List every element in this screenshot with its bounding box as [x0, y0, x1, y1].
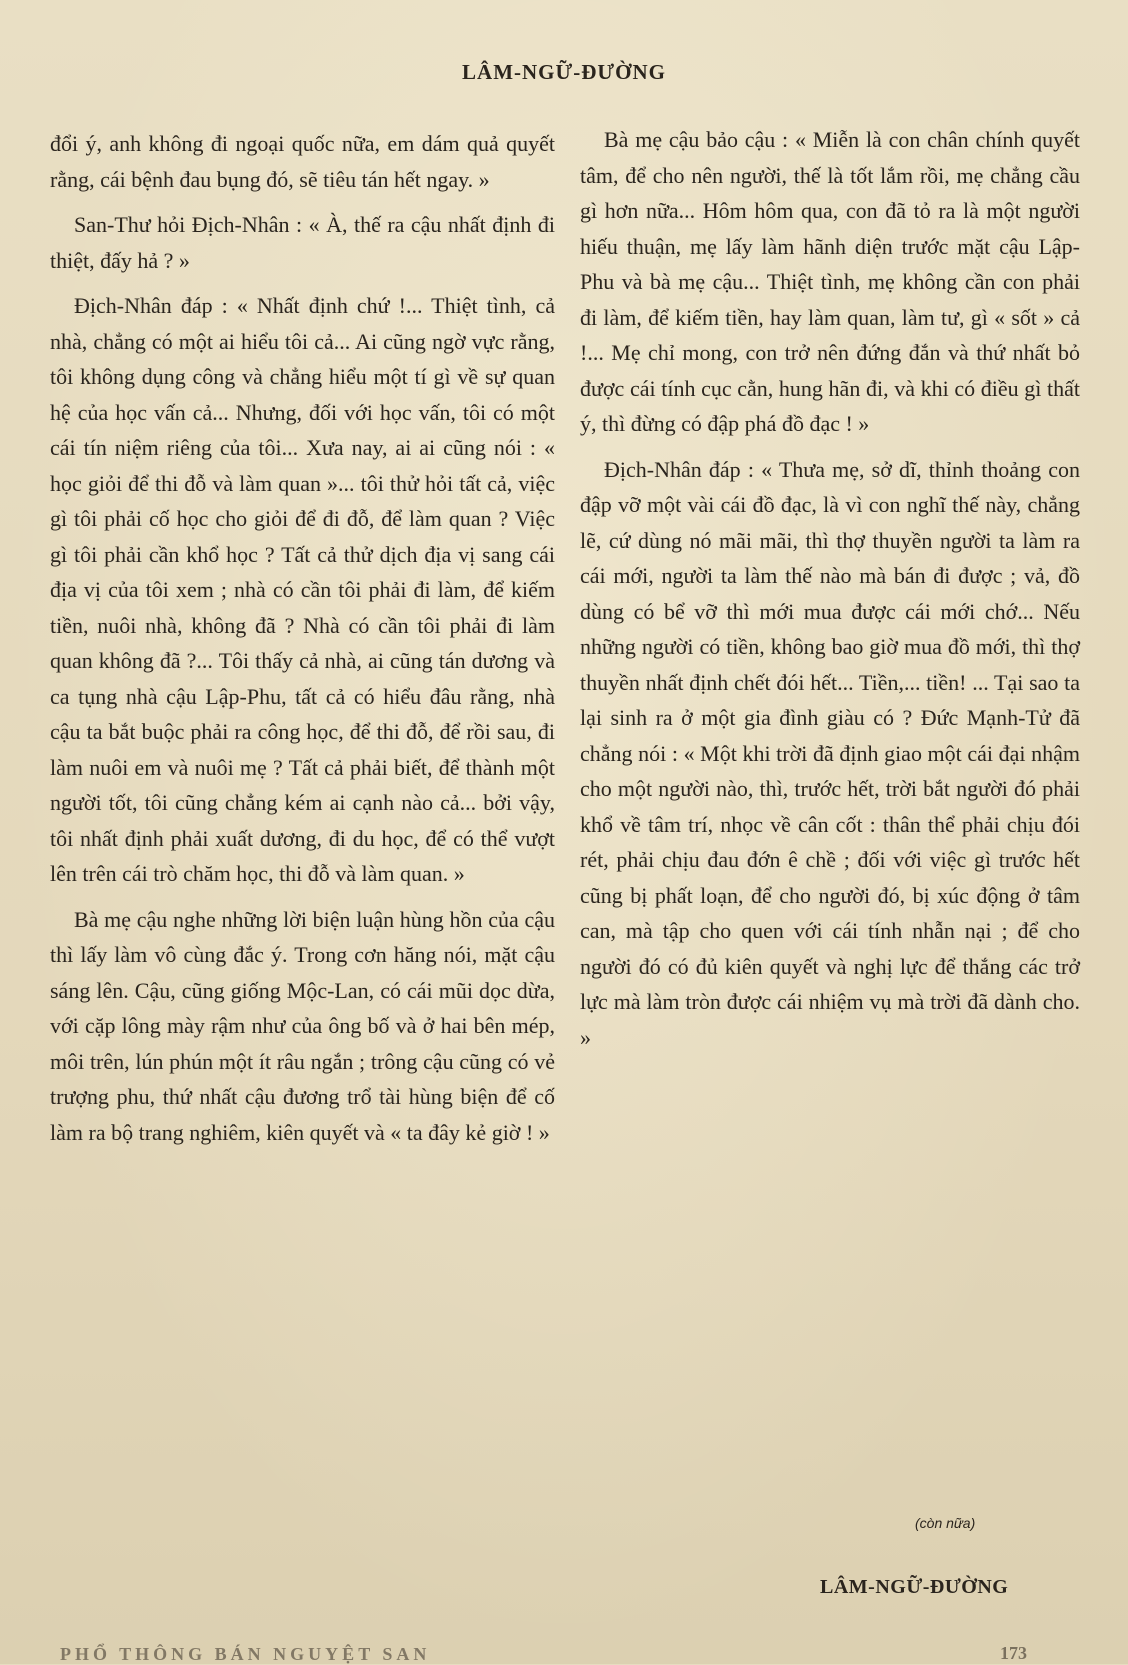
continuation-note: (còn nữa): [915, 1515, 976, 1531]
right-paragraph-1: Bà mẹ cậu bảo cậu : « Miễn là con chân chính quyết tâm, để cho nên người, thế là tốt lắm rồi, mẹ chẳng cầu gì hơn nữa... Hôm hôm qua, con đã tỏ ra là một người hiếu thuận, mẹ lấy làm hãnh diện trước mặt cậu Lập-Phu và bà mẹ cậu... Thiệt tình, mẹ không cần con phải đi làm, để kiếm tiền, hay làm quan, làm tư, gì « sốt » cả !... Mẹ chỉ mong, con trở nên đứng đắn và thứ nhất bỏ được cái tính cục cằn, hung hãn đi, và khi có điều gì thất ý, thì đừng có đập phá đồ đạc ! »: [580, 127, 1080, 436]
running-title: LÂM-NGỮ-ĐƯỜNG: [462, 60, 666, 84]
page-number: 173: [1000, 1643, 1027, 1663]
left-paragraph-3: Địch-Nhân đáp : « Nhất định chứ !... Thiệt tình, cả nhà, chẳng có một ai hiểu tôi cả... Ai cũng ngờ vực rằng, tôi không dụng công và chẳng hiểu một tí gì về sự quan hệ của học vấn cả... Nhưng, đối với học vấn, tôi có một cái tín niệm riêng của tôi... Xưa nay, ai ai cũng nói : « học giỏi để thi đỗ và làm quan »... tôi thử hỏi tất cả, việc gì tôi phải cố học cho giỏi để đi đỗ, để làm quan ? Việc gì tôi phải cần khổ học ? Tất cả thử dịch địa vị sang cái địa vị của tôi xem ; nhà có cần tôi phải đi làm, để kiếm tiền, nuôi nhà, không đã ? Nhà có cần tôi phải đi làm quan không đã ?... Tôi thấy cả nhà, ai cũng tán dương và ca tụng nhà cậu Lập-Phu, tất cả có hiểu đâu rằng, nhà cậu ta bắt buộc phải ra công học, để thi đỗ, để rồi sau, đi làm nuôi em và nuôi mẹ ? Tất cả phải biết, để thành một người tốt, tôi cũng chẳng kém ai cạnh nào cả... bởi vậy, tôi nhất định phải xuất dương, đi du học, để có thể vượt lên trên cái trò chăm học, thi đỗ và làm quan. »: [50, 293, 555, 886]
left-column: [50, 126, 555, 1160]
author-signature: LÂM-NGỮ-ĐƯỜNG: [820, 1576, 1009, 1598]
right-column: [580, 122, 1080, 1065]
magazine-title: PHỔ THÔNG BÁN NGUYỆT SAN: [60, 1644, 431, 1664]
left-paragraph-4: Bà mẹ cậu nghe những lời biện luận hùng hồn của cậu thì lấy làm vô cùng đắc ý. Trong cơn hăng nói, mặt cậu sáng lên. Cậu, cũng giống Mộc-Lan, có cái mũi dọc dừa, với cặp lông mày rậm như của ông bố và ở hai bên mép, môi trên, lún phún một ít râu ngắn ; trông cậu cũng có vẻ trượng phu, thứ nhất cậu đương trổ tài hùng biện để cố làm ra bộ trang nghiêm, kiên quyết và « ta đây kẻ giờ ! »: [50, 906, 555, 1145]
right-paragraph-2: Địch-Nhân đáp : « Thưa mẹ, sở dĩ, thỉnh thoảng con đập vỡ một vài cái đồ đạc, là vì con nghĩ thế này, chẳng lẽ, cứ dùng nó mãi mãi, thì thợ thuyền người ta làm ra cái mới, người ta làm thế nào mà bán đi được ; vả, đồ dùng có bể vỡ thì mới mua được cái mới chớ... Nếu những người có tiền, không bao giờ mua đồ mới, thì thợ thuyền nhất định chết đói hết... Tiền,... tiền! ... Tại sao ta lại sinh ra ở một gia đình giàu có ? Đức Mạnh-Tử đã chẳng nói : « Một khi trời đã định giao một cái đại nhậm cho một người nào, thì, trước hết, trời bắt người đó phải khổ về tâm trí, nhọc về cân cốt : thân thể phải chịu đói rét, phải chịu đau đớn ê chề ; đối với việc gì trước hết cũng bị phất loạn, để cho người đó, bị xúc động ở tâm can, mà tập cho quen với cái tính nhẫn nại ; để cho người đó có đủ kiên quyết và nghị lực để thắng các trở lực mà làm tròn được cái nhiệm vụ mà trời đã dành cho. »: [580, 456, 1080, 1050]
left-paragraph-1: đổi ý, anh không đi ngoại quốc nữa, em dám quả quyết rằng, cái bệnh đau bụng đó, sẽ tiêu tán hết ngay. »: [50, 131, 555, 192]
left-paragraph-2: San-Thư hỏi Địch-Nhân : « À, thế ra cậu nhất định đi thiệt, đấy hả ? »: [50, 212, 555, 273]
